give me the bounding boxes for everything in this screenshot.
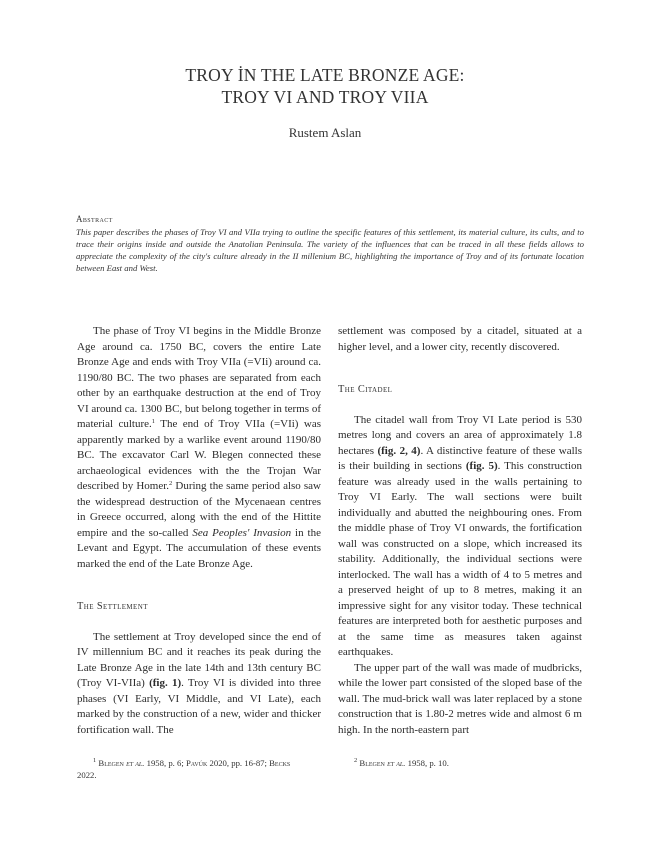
- text-span: The citadel wall from Troy VI Late period is 530 metres long and covers an area of approximately 1.8 hectares: [338, 413, 582, 457]
- text-span: The end of Troy VIIa (=VIi) was apparently marked by a warlike event around 1190/80 BC. The excavator Carl W. Blegen connected these archaeological evidences with the the Trojan War described by Homer.: [77, 418, 322, 492]
- paragraph-settlement: [77, 630, 321, 739]
- abstract-text: This paper describes the phases of Troy VI and VIIa trying to outline the specific features of this settlement, its material culture, its cults, and to trace their origins inside and outside the Anatolian Peninsula. The variety of the influences that can be traced in all these fields allows to appreciate the complexity of the city's culture already in the II millenium BC, highlighting the importance of Troy and of its fortunate location between East and West.: [76, 227, 584, 274]
- text-span: . Troy VI is divided into three phases (VI Early, VI Middle, and VI Late), each marked by the construction of a new, wider and thicker fortification wall. The: [77, 677, 322, 736]
- figure-ref[interactable]: (fig. 2, 4): [377, 444, 421, 457]
- author-name: Rustem Aslan: [288, 125, 362, 140]
- right-column: [338, 324, 582, 738]
- italic-term: Sea Peoples' Invasion: [192, 526, 292, 539]
- author-ref: Blegen: [98, 758, 124, 768]
- footnote-number: 1: [93, 757, 97, 764]
- footnote-line: [338, 757, 582, 769]
- footnote-line: 2022.: [77, 770, 97, 780]
- abstract-block: [76, 213, 584, 274]
- section-heading-citadel: The Citadel: [338, 384, 393, 395]
- title-line-1: TROY İN THE LATE BRONZE AGE:: [185, 65, 465, 85]
- text-span: . This construction feature was already used in the walls pertaining to Troy VI Early. The wall sections were built individually and abutted the neighbouring ones. From the middle phase of Troy VI onwards, the fortification wall was constructed on a slope, which increased its stability. Additionally, the individual sections were interlocked. The wall has a width of 4 to 5 metres and a preserved height of up to 8 metres, making it an impressive sight for any visitor today. These technical features are interpreted both for aesthetic purposes and at the same time as measures taken against earthquakes.: [338, 460, 582, 658]
- text-span: . A distinctive feature of these walls is their building in sections: [338, 444, 583, 472]
- title-line-2: TROY VI AND TROY VIIA: [221, 87, 429, 107]
- paragraph-citadel: [338, 413, 582, 661]
- text-span: The phase of Troy VI begins in the Middle Bronze Age around ca. 1750 BC, covers the entire Late Bronze Age and ends with Troy VIIa (=VIi) around ca. 1190/80 BC. The two phases are separated from each other by an earthquake destruction at the end of Troy VI around ca. 1300 BC, but belong together in terms of material culture.: [77, 325, 321, 430]
- text-span: 2020, pp. 16-87;: [207, 758, 270, 768]
- paragraph-continued: settlement was composed by a citadel, situated at a higher level, and a lower city, recently discovered.: [338, 325, 582, 353]
- footnote-line: [77, 757, 323, 769]
- paper-title: [0, 64, 650, 108]
- section-heading-settlement: The Settlement: [77, 601, 148, 612]
- footnote-2: [338, 757, 582, 769]
- text-span: in the Levant and Egypt. The accumulation of these events marked the end of the Late Bronze Age.: [77, 526, 321, 570]
- text-span: 1958, p. 6;: [144, 758, 186, 768]
- text-span: The settlement at Troy developed since the end of IV millennium BC and it reaches its peak during the Late Bronze Age in the late 14th and 13th century BC (Troy VI-VIIa): [77, 630, 321, 689]
- left-column: [77, 324, 321, 738]
- abstract-heading: Abstract: [76, 214, 113, 224]
- figure-ref[interactable]: (fig. 1): [149, 677, 182, 689]
- footnote-ref-1[interactable]: 1: [151, 418, 156, 425]
- footnote-ref-2[interactable]: 2: [169, 480, 173, 487]
- text-span: During the same period also saw the widespread destruction of the Mycenaean centres in Greece occurred, along with the end of the Hittite empire and the so-called: [77, 480, 321, 539]
- et-al: et al.: [384, 758, 406, 768]
- paragraph-intro: [77, 324, 321, 572]
- author-ref: Pavúk: [185, 758, 208, 768]
- text-span: 1958, p. 10.: [405, 758, 449, 768]
- et-al: et al.: [123, 758, 145, 768]
- author-ref: Becks: [269, 758, 291, 768]
- footnote-1: [77, 757, 323, 781]
- footnote-number: 2: [354, 757, 358, 764]
- figure-ref[interactable]: (fig. 5): [465, 460, 498, 472]
- paragraph-wall: The upper part of the wall was made of mudbricks, while the lower part consisted of the sloped base of the wall. The mud-brick wall was later replaced by a stone construction that is 1.80-2 metres wide and almost 6 m high. In the north-eastern part: [338, 661, 582, 736]
- author-ref: Blegen: [359, 758, 385, 768]
